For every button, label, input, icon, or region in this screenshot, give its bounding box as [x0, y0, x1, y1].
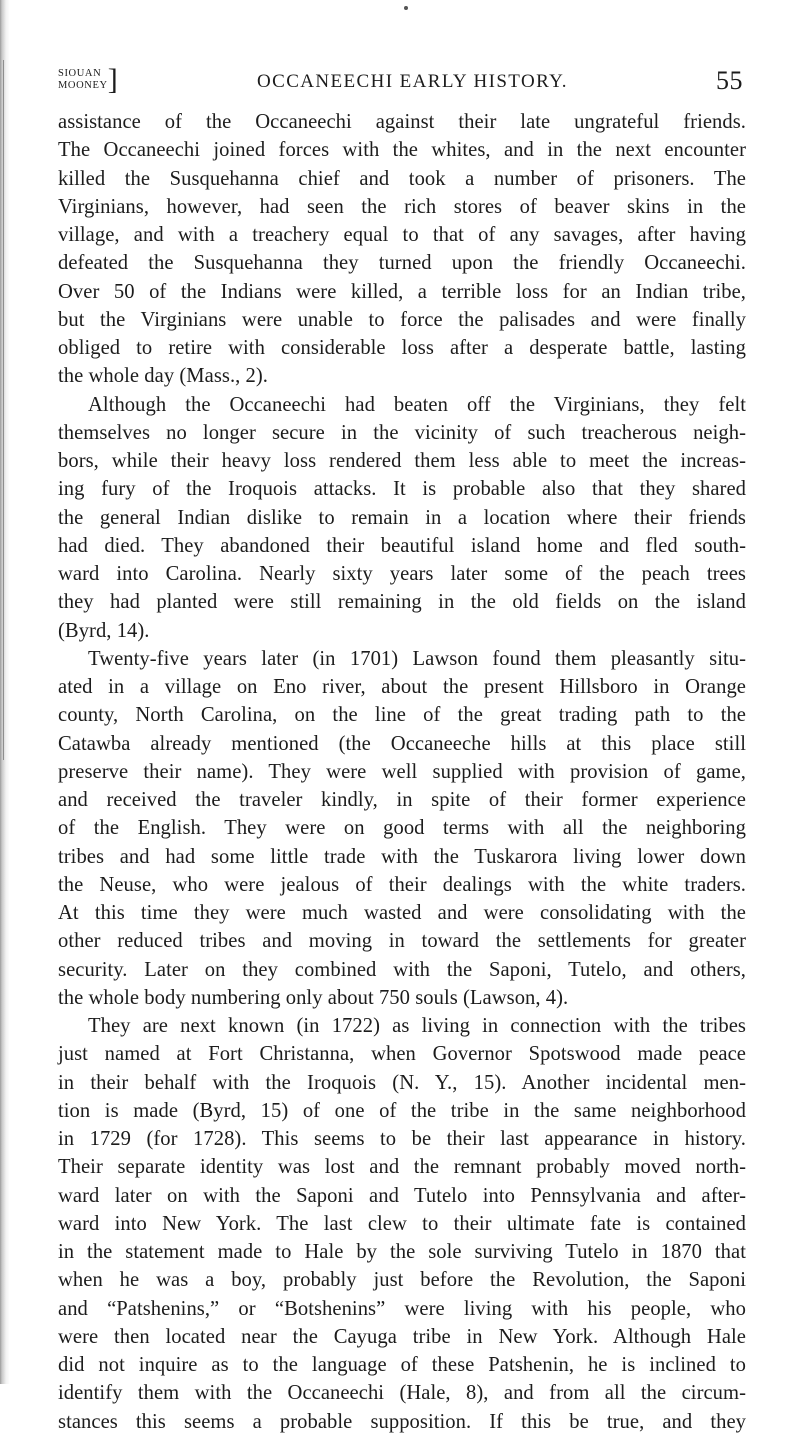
text-line: Virginians, however, had seen the rich stores of beaver skins in the	[58, 195, 746, 218]
text-line: ward into Carolina. Nearly sixty years later some of the peach trees	[58, 563, 746, 585]
text-line: The Occaneechi joined forces with the whites, and in the next encounter	[58, 139, 746, 162]
body-text	[58, 108, 746, 1436]
text-line: security. Later on they combined with the Saponi, Tutelo, and others,	[58, 958, 746, 981]
text-line: stances this seems a probable supposition. If this be true, and they	[58, 1410, 746, 1433]
text-line: obliged to retire with considerable loss after a desperate battle, lasting	[58, 337, 746, 359]
text-line: ing fury of the Iroquois attacks. It is probable also that they shared	[58, 478, 746, 501]
text-line: (Byrd, 14).	[58, 619, 150, 642]
paragraph-start-line: They are next known (in 1722) as living in connection with the tribes	[88, 1015, 746, 1037]
text-line: tribes and had some little trade with the Tuskarora living lower down	[58, 845, 746, 868]
text-line: At this time they were much wasted and were consolidating with the	[58, 902, 746, 924]
text-line: had died. They abandoned their beautiful island home and fled south-	[58, 534, 746, 557]
text-line: ated in a village on Eno river, about the present Hillsboro in Orange	[58, 676, 746, 698]
text-line: Their separate identity was lost and the remnant probably moved north-	[58, 1156, 746, 1179]
text-line: the general Indian dislike to remain in a location where their friends	[58, 506, 746, 529]
text-line: ward later on with the Saponi and Tutelo into Pennsylvania and after-	[58, 1184, 746, 1207]
text-line: but the Virginians were unable to force the palisades and were finally	[58, 308, 746, 331]
text-line: were then located near the Cayuga tribe in New York. Although Hale	[58, 1325, 746, 1348]
scan-speck	[404, 6, 408, 10]
text-line: assistance of the Occaneechi against their late ungrateful friends.	[58, 111, 746, 133]
text-line: of the English. They were on good terms with all the neighboring	[58, 817, 746, 840]
text-line: when he was a boy, probably just before the Revolution, the Saponi	[58, 1269, 746, 1292]
text-line: the whole day (Mass., 2).	[58, 365, 269, 388]
scan-edge-shadow	[0, 0, 10, 1384]
text-line: Over 50 of the Indians were killed, a terrible loss for an Indian tribe,	[58, 280, 746, 303]
author-line-2: MOONEY	[58, 80, 108, 91]
text-line: preserve their name). They were well supplied with provision of game,	[58, 760, 746, 783]
text-line: in 1729 (for 1728). This seems to be their last appearance in history.	[58, 1128, 746, 1150]
text-line: tion is made (Byrd, 15) of one of the tribe in the same neighborhood	[58, 1099, 746, 1122]
text-line: defeated the Susquehanna they turned upon the friendly Occaneechi.	[58, 252, 746, 275]
page-number: 55	[716, 66, 743, 95]
text-line: the Neuse, who were jealous of their dealings with the white traders.	[58, 873, 746, 896]
text-line: and “Patshenins,” or “Botshenins” were living with his people, who	[58, 1297, 746, 1320]
text-line: village, and with a treachery equal to that of any savages, after having	[58, 224, 746, 246]
text-line: did not inquire as to the language of these Patshenin, he is inclined to	[58, 1354, 746, 1376]
running-title: OCCANEECHI EARLY HISTORY.	[257, 71, 568, 92]
text-line: other reduced tribes and moving in toward the settlements for greater	[58, 930, 746, 953]
text-line: themselves no longer secure in the vicinity of such treacherous neigh-	[58, 421, 746, 444]
paragraph-start-line: Although the Occaneechi had beaten off the Virginians, they felt	[88, 393, 746, 416]
text-line: Catawba already mentioned (the Occaneeche hills at this place still	[58, 732, 746, 755]
author-bracket: ]	[107, 63, 118, 96]
scan-edge-line	[3, 60, 4, 760]
paragraph-start-line: Twenty-five years later (in 1701) Lawson found them pleasantly situ-	[88, 647, 746, 670]
text-line: bors, while their heavy loss rendered them less able to meet the increas-	[58, 450, 746, 472]
text-line: just named at Fort Christanna, when Governor Spotswood made peace	[58, 1043, 746, 1066]
text-line: in the statement made to Hale by the sole surviving Tutelo in 1870 that	[58, 1241, 746, 1263]
text-line: killed the Susquehanna chief and took a number of prisoners. The	[58, 167, 746, 190]
text-line: the whole body numbering only about 750 souls (Lawson, 4).	[58, 986, 569, 1009]
text-line: they had planted were still remaining in the old fields on the island	[58, 591, 746, 614]
running-head	[58, 63, 743, 102]
text-line: in their behalf with the Iroquois (N. Y., 15). Another incidental men-	[58, 1071, 746, 1094]
author-line-1: SIOUAN	[58, 68, 102, 79]
text-line: ward into New York. The last clew to their ultimate fate is contained	[58, 1212, 746, 1235]
text-line: identify them with the Occaneechi (Hale, 8), and from all the circum-	[58, 1382, 746, 1405]
text-line: and received the traveler kindly, in spite of their former experience	[58, 789, 746, 811]
text-line: county, North Carolina, on the line of the great trading path to the	[58, 704, 746, 727]
